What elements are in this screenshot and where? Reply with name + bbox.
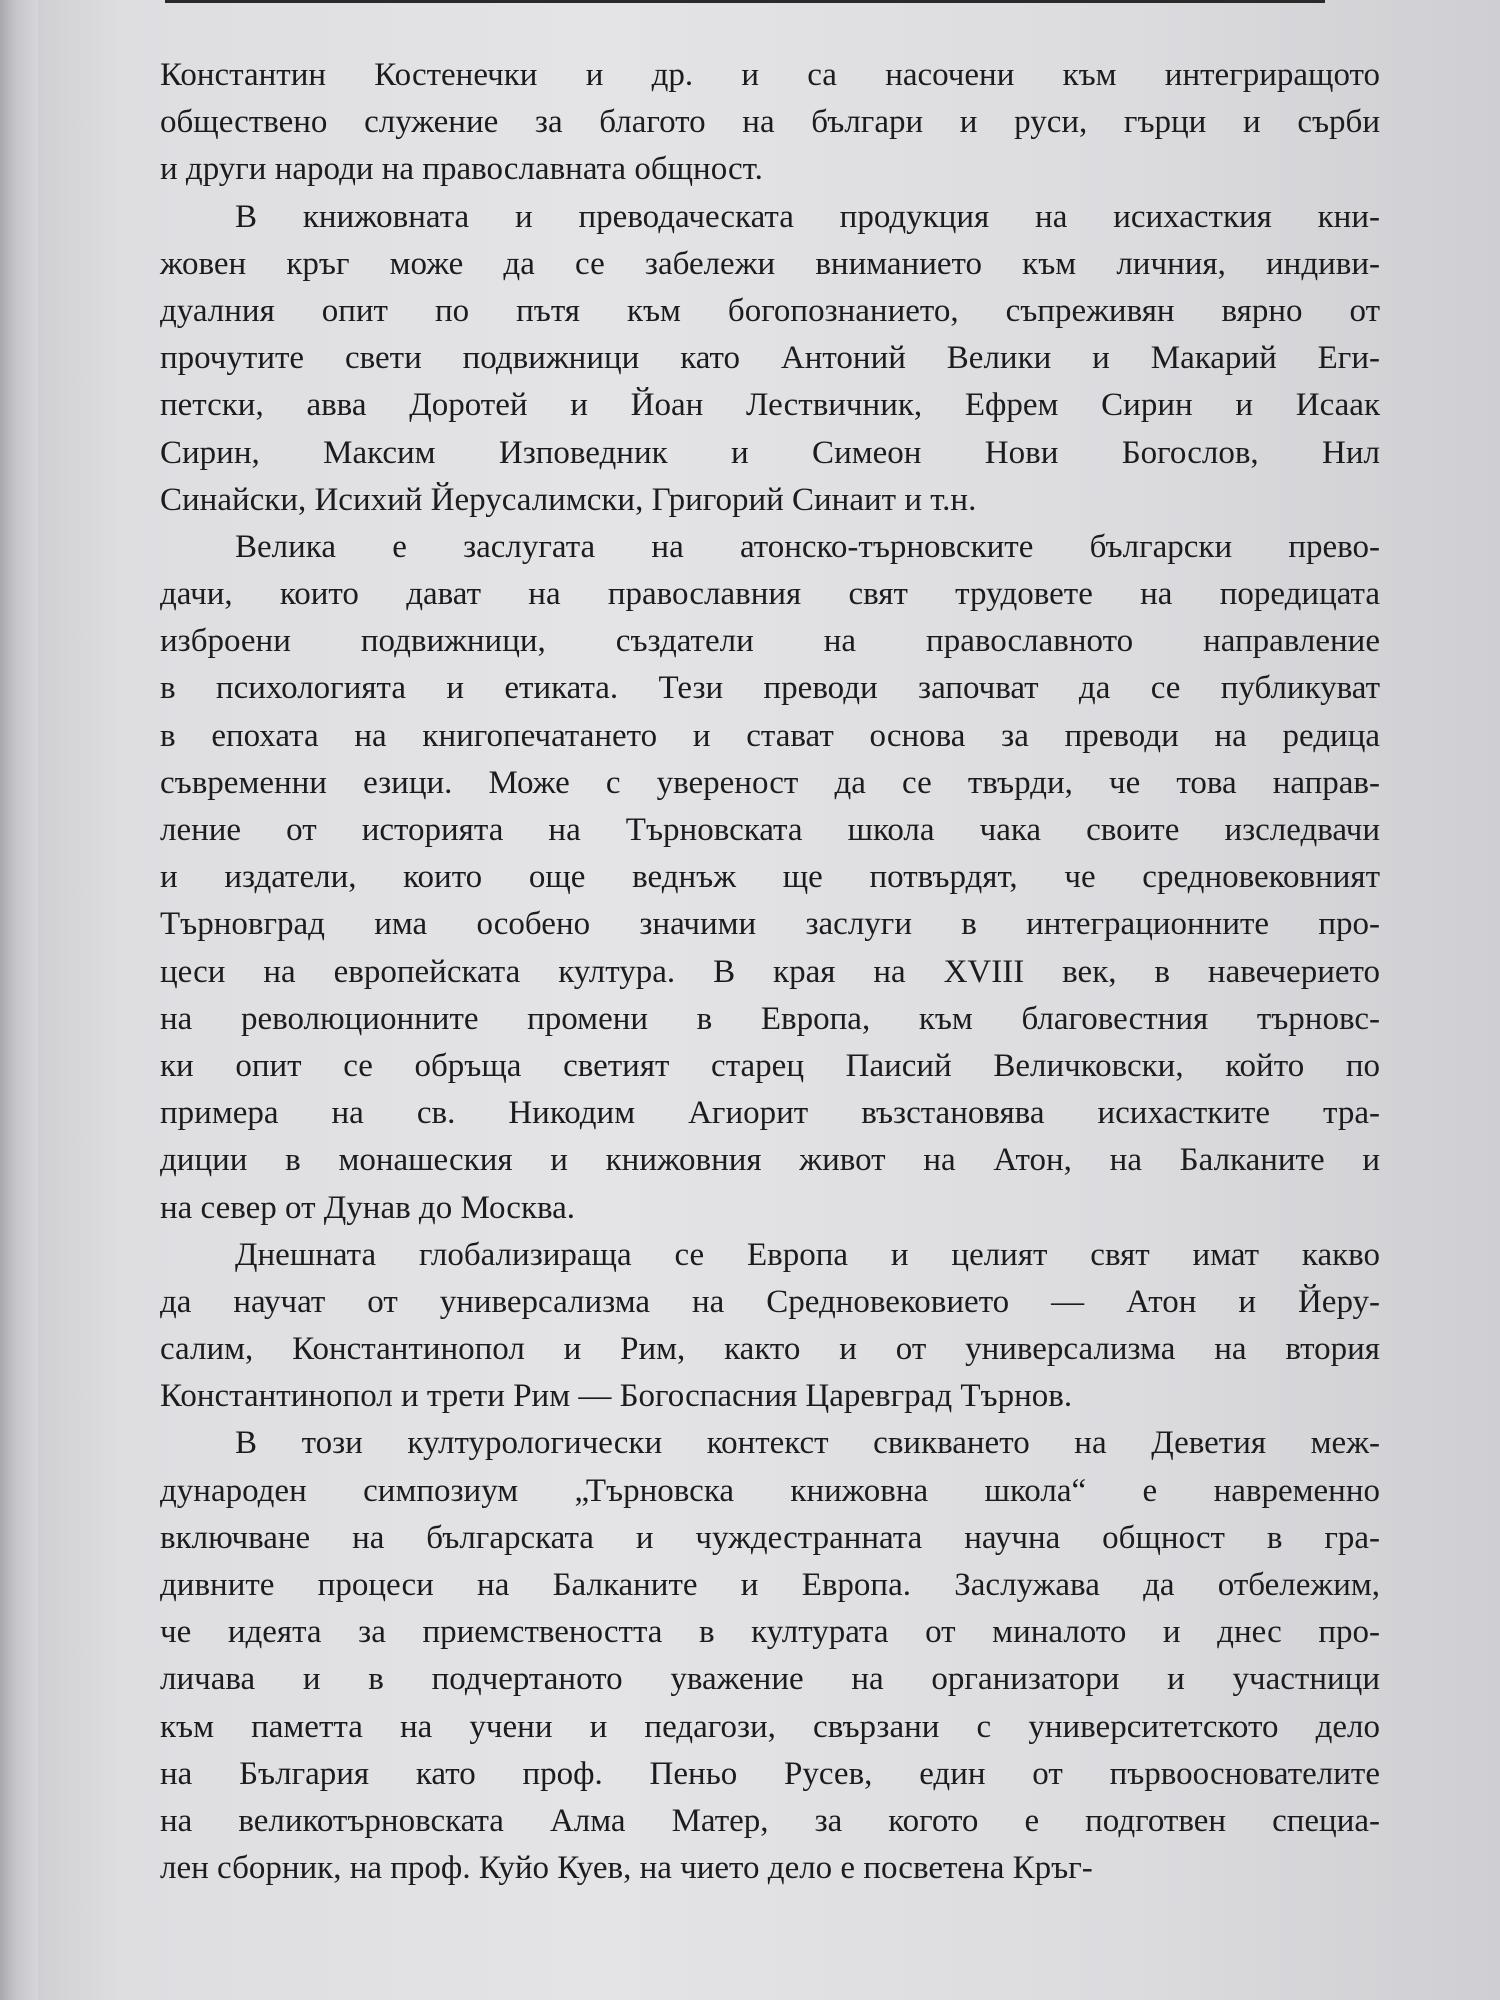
text-line: ление от историята на Търновската школа чака своите изследвачи: [160, 812, 1380, 848]
text-line: включване на българската и чуждестранната научна общност в гра-: [160, 1519, 1380, 1556]
text-line: съвременни езици. Може с увереност да се твърди, че това направ-: [160, 764, 1380, 801]
text-line: да научат от универсализма на Средновековието — Атон и Йеру-: [160, 1283, 1380, 1320]
text-line: дународен симпозиум „Търновска книжовна школа“ е навременно: [160, 1472, 1380, 1509]
header-rule: [165, 0, 1325, 3]
text-line: лен сборник, на проф. Куйо Куев, на чието дело е посветена Кръг-: [160, 1850, 1093, 1887]
paragraph: [160, 1232, 1380, 1421]
text-line: в епохата на книгопечатането и стават основа за преводи на редица: [160, 717, 1380, 754]
text-line: салим, Константинопол и Рим, както и от универсализма на втория: [160, 1331, 1380, 1368]
paragraph: [160, 524, 1380, 1232]
text-line: дачи, които дават на православния свят трудовете на поредицата: [160, 576, 1380, 613]
text-line: изброени подвижници, създатели на православното направление: [160, 623, 1380, 660]
paragraph: [160, 194, 1380, 524]
text-line: Днешната глобализираща се Европа и целият свят имат какво: [235, 1236, 1380, 1273]
text-line: на север от Дунав до Москва.: [160, 1189, 576, 1226]
text-line: дивните процеси на Балканите и Европа. Заслужава да отбележим,: [160, 1567, 1380, 1603]
text-line: на България като проф. Пеньо Русев, един от първооснователите: [160, 1755, 1380, 1792]
text-line: В този културологически контекст свикването на Деветия меж-: [235, 1425, 1380, 1462]
text-line: цеси на европейската култура. В края на XVIII век, в навечерието: [160, 953, 1380, 990]
text-line: в психологията и етиката. Тези преводи започват да се публикуват: [160, 670, 1380, 707]
text-line: на великотърновската Алма Матер, за когото е подготвен специа-: [160, 1802, 1380, 1839]
text-line: и издатели, които още веднъж ще потвърдят, че средновековният: [160, 859, 1380, 896]
paragraph: [160, 1420, 1380, 1892]
book-page-text: [160, 52, 1380, 1892]
text-line: петски, авва Доротей и Йоан Лествичник, Ефрем Сирин и Исаак: [160, 387, 1380, 424]
text-line: прочутите свети подвижници като Антоний Велики и Макарий Еги-: [160, 340, 1380, 377]
text-line: Търновград има особено значими заслуги в интеграционните про-: [160, 906, 1380, 943]
text-line: Велика е заслугата на атонско-търновските български прево-: [235, 528, 1380, 565]
text-line: на революционните промени в Европа, към благовестния търновс-: [160, 1000, 1380, 1037]
page-edge-shadow: [0, 0, 38, 2000]
text-line: към паметта на учени и педагози, свързани с университетското дело: [160, 1708, 1380, 1745]
text-line: диции в монашеския и книжовния живот на Атон, на Балканите и: [160, 1142, 1380, 1179]
text-line: Сирин, Максим Изповедник и Симеон Нови Богослов, Нил: [160, 434, 1380, 471]
text-line: жовен кръг може да се забележи вниманието към личния, индиви-: [160, 245, 1380, 282]
text-line: Константинопол и трети Рим — Богоспасния Царевград Търнов.: [160, 1378, 1073, 1415]
text-line: В книжовната и преводаческата продукция на исихасткия кни-: [235, 198, 1380, 235]
text-line: Синайски, Исихий Йерусалимски, Григорий Синаит и т.н.: [160, 481, 977, 518]
text-line: личава и в подчертаното уважение на организатори и участници: [160, 1661, 1380, 1698]
text-line: че идеята за приемствеността в културата от миналото и днес про-: [160, 1614, 1380, 1651]
text-line: и други народи на православната общност.: [160, 151, 763, 188]
text-line: Константин Костенечки и др. и са насочени към интегриращото: [160, 57, 1380, 93]
text-line: дуалния опит по пътя към богопознанието, съпреживян вярно от: [160, 292, 1380, 329]
paragraph: [160, 52, 1380, 194]
text-line: ки опит се обръща светият старец Паисий Величковски, който по: [160, 1047, 1380, 1084]
text-line: примера на св. Никодим Агиорит възстановява исихастките тра-: [160, 1095, 1380, 1132]
text-line: обществено служение за благото на българи и руси, гърци и сърби: [160, 104, 1380, 141]
